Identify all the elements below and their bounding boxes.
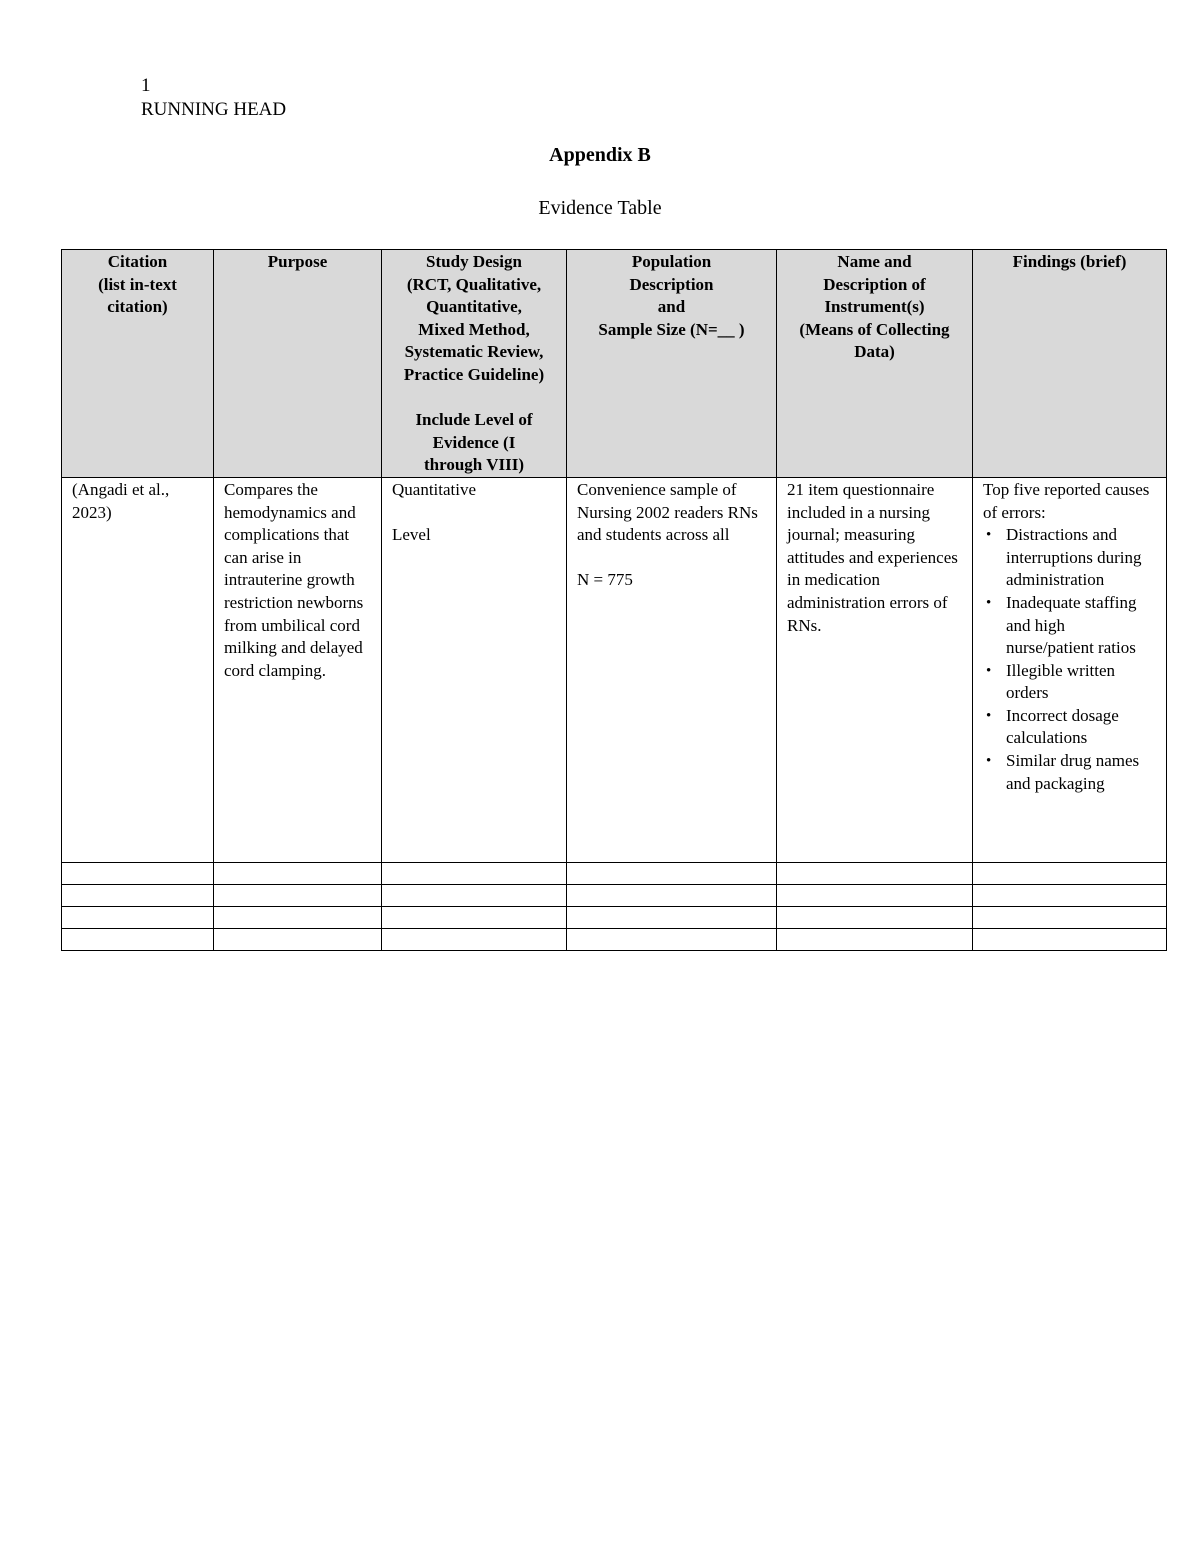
list-item: • Illegible written orders <box>986 660 1116 703</box>
list-item: • Distractions and interruptions during administration <box>986 525 1142 590</box>
cell-findings <box>973 477 1167 862</box>
bullet-icon: • <box>986 707 992 724</box>
empty-table-row <box>62 884 1167 906</box>
header-findings: Findings (brief) <box>973 250 1167 478</box>
table-row <box>62 477 1167 862</box>
cell-citation: (Angadi et al., 2023) <box>62 477 214 862</box>
page-number: 1 <box>141 75 151 96</box>
bullet-icon: • <box>986 662 992 679</box>
empty-table-row <box>62 862 1167 884</box>
list-item: • Similar drug names and packaging <box>986 751 1140 793</box>
page-title: Appendix B <box>549 144 651 166</box>
table-header-row <box>62 250 1167 478</box>
list-item: • Inadequate staffing and high nurse/patient ratios <box>986 592 1137 658</box>
empty-table-row <box>62 906 1167 928</box>
findings-list <box>983 524 1156 795</box>
header-purpose: Purpose <box>214 250 382 478</box>
cell-population: Convenience sample of Nursing 2002 readers RNs and students across all N = 775 <box>567 477 777 862</box>
cell-instrument: 21 item questionnaire included in a nursing journal; measuring attitudes and experiences in medication administration errors of RNs. <box>777 477 973 862</box>
findings-intro: Top five reported causes of errors: <box>983 479 1150 522</box>
bullet-icon: • <box>986 594 992 611</box>
header-citation: Citation (list in-text citation) <box>62 250 214 478</box>
cell-study-design: Quantitative Level <box>382 477 567 862</box>
cell-purpose: Compares the hemodynamics and complications that can arise in intrauterine growth restriction newborns from umbilical cord milking and delayed cord clamping. <box>214 477 382 862</box>
header-instrument: Name and Description of Instrument(s) (Means of Collecting Data) <box>777 250 973 478</box>
bullet-icon: • <box>986 753 992 770</box>
list-item: • Incorrect dosage calculations <box>986 705 1119 748</box>
header-population: Population Description and Sample Size (N=__ ) <box>567 250 777 478</box>
evidence-table <box>61 249 1167 951</box>
bullet-icon: • <box>986 527 992 544</box>
header-study-design: Study Design (RCT, Qualitative, Quantitative, Mixed Method, Systematic Review, Practice Guideline) Include Level of Evidence (I through VIII) <box>382 250 567 478</box>
running-head: RUNNING HEAD <box>141 99 287 120</box>
page-subtitle: Evidence Table <box>538 197 662 219</box>
empty-table-row <box>62 928 1167 950</box>
running-header <box>141 74 286 122</box>
